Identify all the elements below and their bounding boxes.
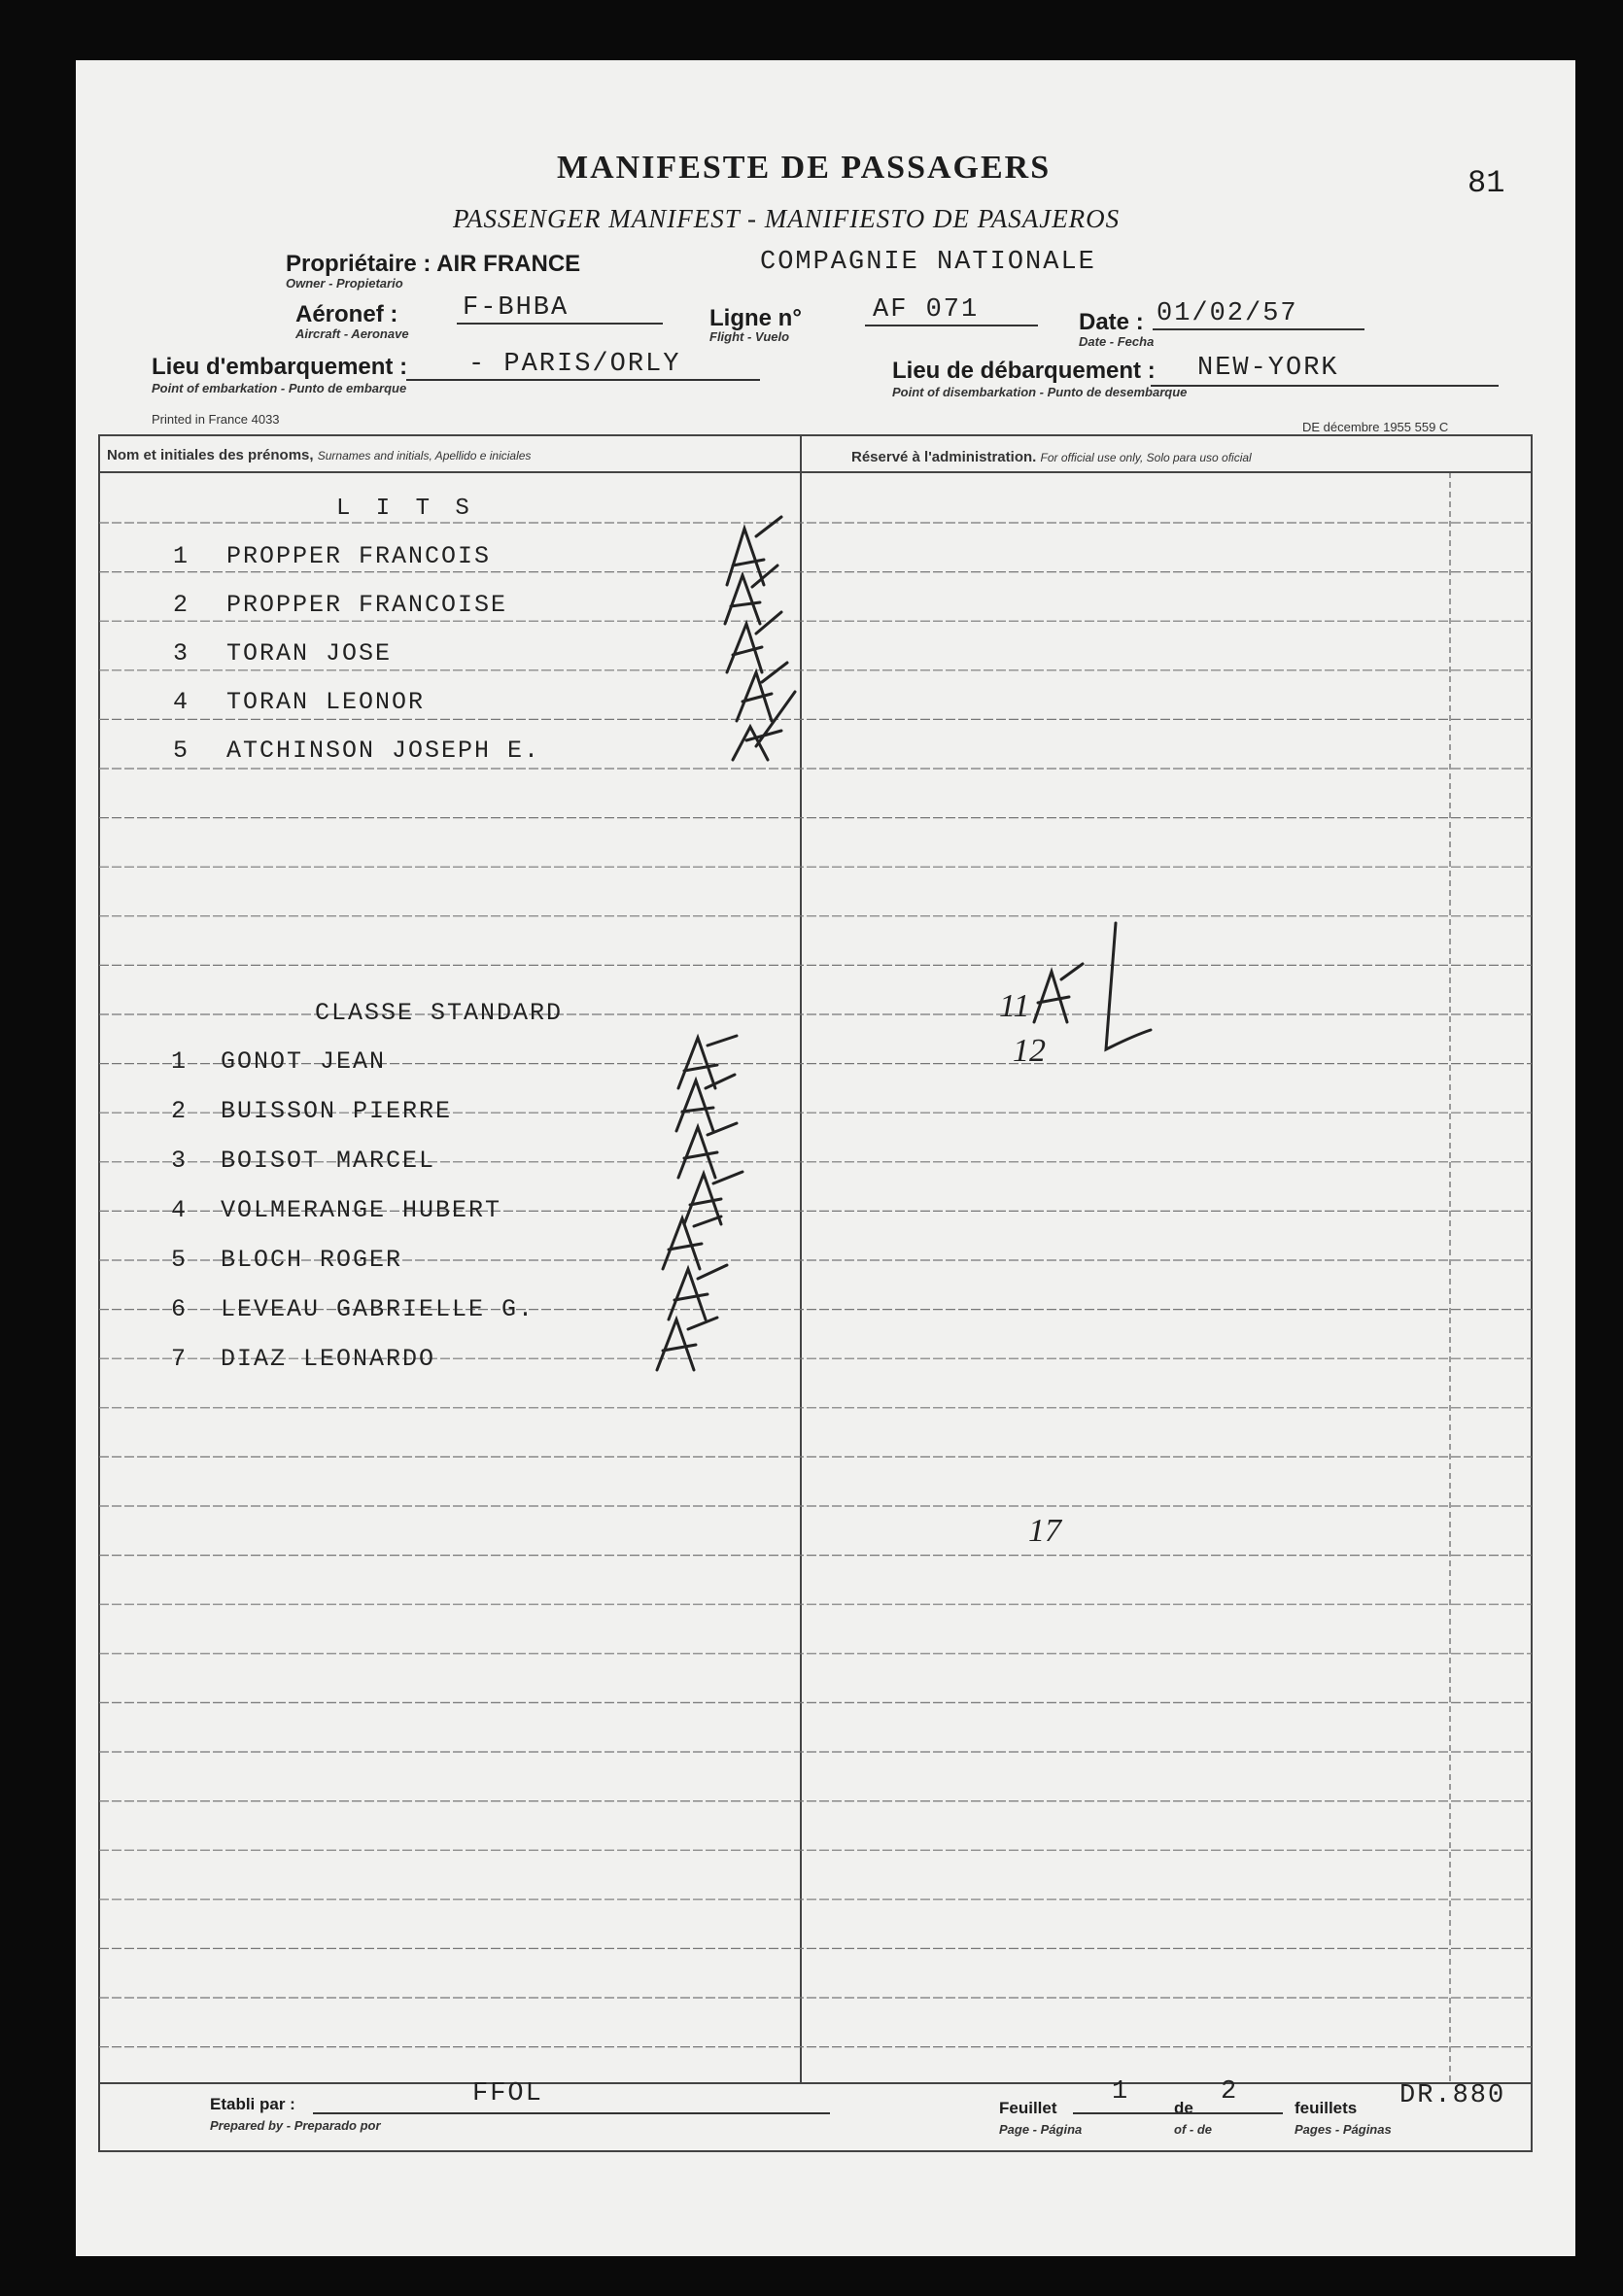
passenger-number: 5 — [173, 737, 190, 765]
passenger-row — [173, 542, 491, 570]
passenger-name: VOLMERANGE HUBERT — [221, 1196, 502, 1224]
passenger-name: ATCHINSON JOSEPH E. — [226, 737, 541, 765]
passenger-row — [171, 1196, 501, 1224]
passenger-number: 2 — [171, 1097, 189, 1125]
admin-column-sub-label: For official use only, Solo para uso oficial — [1040, 451, 1252, 464]
date-sub-label: Date - Fecha — [1079, 334, 1155, 349]
passenger-number: 1 — [173, 542, 190, 570]
passenger-number: 7 — [171, 1345, 189, 1373]
of-sub-label: of - de — [1174, 2122, 1212, 2137]
flight-label: Ligne n° — [709, 305, 802, 331]
names-column-label: Nom et initiales des prénoms, — [107, 447, 314, 463]
passenger-row — [171, 1295, 535, 1323]
page-title: MANIFESTE DE PASSAGERS — [557, 150, 1052, 186]
section-lits-heading: L I T S — [336, 496, 475, 522]
passenger-name: PROPPER FRANCOISE — [226, 591, 508, 619]
passenger-row — [171, 1246, 402, 1274]
names-column-sub-label: Surnames and initials, Apellido e iniciales — [317, 449, 532, 463]
prepared-by-label: Etabli par : — [210, 2095, 295, 2113]
admin-column-label: Réservé à l'administration. — [851, 449, 1037, 465]
admin-column-header — [851, 449, 1252, 465]
of-label: de — [1174, 2099, 1193, 2117]
date-value: 01/02/57 — [1157, 299, 1298, 328]
passenger-name: DIAZ LEONARDO — [221, 1345, 436, 1373]
owner-sub-label: Owner - Propietario — [286, 276, 403, 291]
passenger-row — [171, 1147, 435, 1175]
passenger-name: BLOCH ROGER — [221, 1246, 403, 1274]
passenger-name: BUISSON PIERRE — [221, 1097, 453, 1125]
passenger-number: 6 — [171, 1295, 189, 1323]
names-column-header — [107, 447, 531, 463]
sheet-total: 2 — [1221, 2077, 1239, 2107]
passenger-name: TORAN LEONOR — [226, 688, 426, 716]
prepared-by-sub-label: Prepared by - Preparado por — [210, 2118, 381, 2133]
aircraft-label: Aéronef : — [295, 301, 398, 327]
passenger-number: 3 — [171, 1147, 189, 1175]
passenger-number: 4 — [173, 688, 190, 716]
passenger-number: 4 — [171, 1196, 189, 1224]
page-number: 81 — [1468, 165, 1505, 201]
handwritten-tally-a: 11 — [999, 988, 1030, 1024]
passenger-row — [171, 1345, 435, 1373]
prepared-by-underline — [313, 2112, 830, 2114]
disembarkation-sub-label: Point of disembarkation - Punto de desembarque — [892, 385, 1188, 399]
sheets-label: feuillets — [1295, 2099, 1358, 2117]
handwritten-total: 17 — [1028, 1513, 1061, 1549]
manifest-sheet — [76, 60, 1575, 2256]
section-standard-heading: CLASSE STANDARD — [315, 999, 564, 1027]
disembarkation-value: NEW-YORK — [1197, 354, 1339, 383]
embarkation-label: Lieu d'embarquement : — [152, 354, 408, 380]
flight-value: AF 071 — [873, 295, 980, 325]
printed-note: Printed in France 4033 — [152, 412, 280, 427]
sheet-sub-label: Page - Página — [999, 2122, 1083, 2137]
aircraft-sub-label: Aircraft - Aeronave — [295, 326, 409, 341]
sheet-label: Feuillet — [999, 2099, 1057, 2117]
embarkation-sub-label: Point of embarkation - Punto de embarque — [152, 381, 407, 395]
passenger-row — [173, 591, 507, 619]
passenger-name: GONOT JEAN — [221, 1047, 387, 1076]
passenger-name: PROPPER FRANCOIS — [226, 542, 492, 570]
form-code: DR.880 — [1399, 2081, 1506, 2110]
owner-value: COMPAGNIE NATIONALE — [760, 248, 1096, 277]
date-label: Date : — [1079, 309, 1144, 335]
passenger-row — [173, 688, 425, 716]
passenger-number: 1 — [171, 1047, 189, 1076]
sheet-underline — [1073, 2112, 1283, 2114]
page-subtitle: PASSENGER MANIFEST - MANIFIESTO DE PASAJEROS — [453, 204, 1121, 233]
passenger-row — [173, 639, 392, 668]
passenger-row — [173, 737, 540, 765]
disembarkation-label: Lieu de débarquement : — [892, 358, 1156, 384]
passenger-name: BOISOT MARCEL — [221, 1147, 436, 1175]
form-reference: DE décembre 1955 559 C — [1302, 420, 1449, 434]
passenger-row — [171, 1097, 452, 1125]
aircraft-value: F-BHBA — [463, 293, 570, 323]
passenger-number: 3 — [173, 639, 190, 668]
passenger-number: 5 — [171, 1246, 189, 1274]
prepared-by-value: FFOL — [472, 2079, 543, 2108]
passenger-number: 2 — [173, 591, 190, 619]
passenger-name: TORAN JOSE — [226, 639, 393, 668]
flight-sub-label: Flight - Vuelo — [709, 329, 790, 344]
embarkation-value: - PARIS/ORLY — [468, 350, 681, 379]
sheets-sub-label: Pages - Páginas — [1295, 2122, 1392, 2137]
sheet-number: 1 — [1112, 2077, 1130, 2107]
passenger-row — [171, 1047, 386, 1076]
passenger-name: LEVEAU GABRIELLE G. — [221, 1295, 535, 1323]
owner-label: Propriétaire : AIR FRANCE — [286, 251, 581, 277]
handwritten-tally-b: 12 — [1013, 1033, 1046, 1069]
